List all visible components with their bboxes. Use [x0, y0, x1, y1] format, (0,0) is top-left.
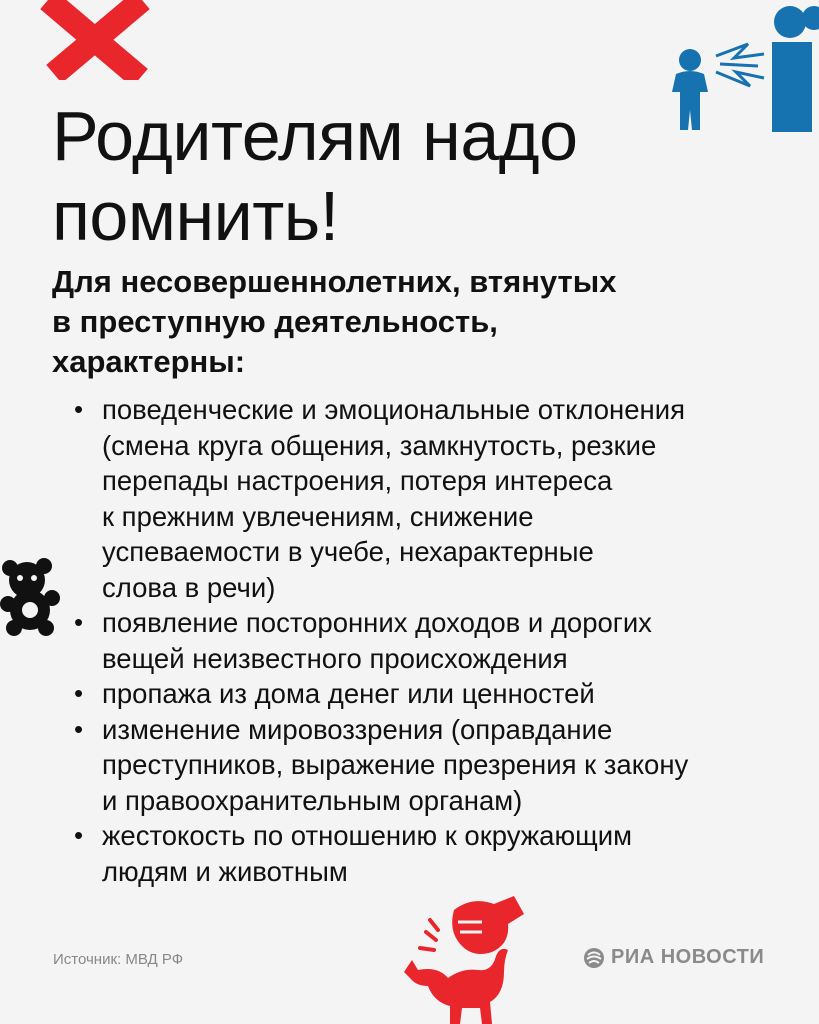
title-line: помнить! — [52, 177, 339, 255]
list-item-line: пропажа из дома денег или ценностей — [102, 678, 595, 709]
list-item-line: успеваемости в учебе, нехарактерные — [102, 536, 594, 567]
list-item-line: жестокость по отношению к окружающим — [102, 820, 632, 851]
brand-logo — [583, 946, 764, 969]
title-line: Родителям надо — [52, 97, 578, 175]
list-item-line: людям и животным — [102, 855, 348, 887]
teddy-bear-icon — [0, 558, 64, 636]
list-item-line: преступников, выражение презрения к закону — [102, 749, 689, 780]
list-item — [66, 392, 766, 605]
list-item-line: появление посторонних доходов и дорогих — [102, 607, 652, 638]
brand-name: РИА НОВОСТИ — [611, 946, 765, 968]
list-item-line: вещей неизвестного происхождения — [102, 642, 568, 674]
bullet: • — [74, 607, 84, 637]
list-item-line: к прежним увлечениям, снижение — [102, 500, 534, 532]
list-item-line: поведенческие и эмоциональные отклонения — [102, 394, 685, 425]
bullet: • — [74, 394, 84, 424]
list-item — [66, 676, 766, 712]
list-item — [66, 818, 766, 889]
list-item — [66, 712, 766, 819]
list-item-line: слова в речи) — [102, 571, 276, 603]
bullet: • — [74, 820, 84, 850]
subtitle-line: в преступную деятельность, — [52, 304, 498, 339]
page-title — [52, 96, 692, 256]
subtitle — [52, 262, 752, 382]
list-item — [66, 605, 766, 676]
subtitle-line: Для несовершеннолетних, втянутых — [52, 264, 617, 299]
ria-logo-icon — [583, 947, 605, 969]
cat-kicked-icon — [398, 892, 528, 1024]
bullet: • — [74, 713, 84, 744]
list-item-line: (смена круга общения, замкнутость, резкие — [102, 429, 657, 461]
source-caption: Источник: МВД РФ — [53, 951, 184, 968]
list-item-line: и правоохранительным органам) — [102, 784, 523, 816]
list-item-line: перепады настроения, потеря интереса — [102, 465, 613, 496]
list-item-line: изменение мировоззрения (оправдание — [102, 713, 613, 745]
signs-list — [66, 392, 766, 889]
red-x-icon — [20, 0, 160, 80]
bullet: • — [74, 678, 84, 708]
subtitle-line: характерны: — [52, 344, 246, 379]
